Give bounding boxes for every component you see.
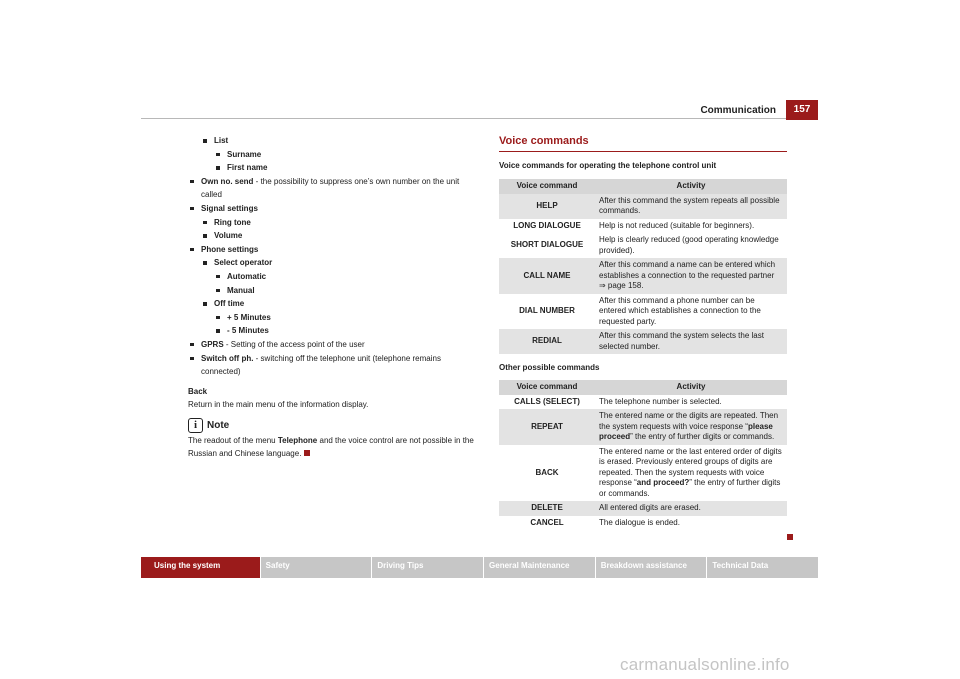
list-item: Signal settings: [188, 202, 480, 216]
nav-tab-driving-tips[interactable]: Driving Tips: [372, 557, 483, 578]
list-item: Phone settings: [188, 243, 480, 257]
note-text: [188, 434, 480, 461]
activity-cell: [595, 445, 787, 502]
command-cell: CALL NAME: [499, 258, 595, 294]
list-item: List: [201, 134, 480, 148]
info-icon: i: [188, 418, 203, 433]
activity-cell: [595, 409, 787, 445]
command-cell: REDIAL: [499, 329, 595, 354]
nav-tab-breakdown-assistance[interactable]: Breakdown assistance: [596, 557, 707, 578]
list-item: - 5 Minutes: [214, 324, 480, 338]
table-row: [499, 258, 787, 294]
back-title: Back: [188, 386, 208, 396]
activity-cell: [595, 258, 787, 294]
page-number: 157: [786, 100, 818, 120]
switch-off-desc: - switching off the telephone unit (telephone remains connected): [201, 353, 441, 377]
other-commands-table: [499, 380, 787, 531]
activity-text: ” the entry of further digits or commands.: [599, 478, 781, 498]
header-rule: [141, 118, 818, 119]
column-header-command: Voice command: [499, 179, 595, 194]
list-item: Off time: [201, 297, 480, 311]
note-title: Note: [207, 420, 230, 432]
command-cell: CALLS (SELECT): [514, 396, 580, 406]
list-item: Surname: [214, 148, 480, 162]
command-cell: HELP: [499, 194, 595, 219]
table-row: [499, 395, 787, 410]
own-no-desc: - the possibility to suppress one’s own number on the unit called: [201, 176, 460, 200]
table-row: [499, 194, 787, 219]
own-no-label: Own no. send: [201, 176, 254, 186]
subheading: Other possible commands: [499, 363, 600, 372]
page-reference: ⇒ page 158.: [599, 281, 644, 290]
command-cell: SHORT DIALOGUE: [510, 240, 584, 250]
command-cell: CANCEL: [530, 517, 564, 527]
list-item-own-no: [188, 175, 480, 202]
activity-cell: The telephone number is selected.: [599, 396, 722, 406]
column-header-activity: Activity: [595, 380, 787, 395]
table-row: [499, 329, 787, 354]
list-item: Ring tone: [201, 216, 480, 230]
table-header-row: [499, 179, 787, 194]
table-row: [499, 409, 787, 445]
activity-cell: The dialogue is ended.: [599, 517, 680, 527]
table-row: [499, 501, 787, 516]
activity-cell: Help is clearly reduced (good operating knowledge provided).: [599, 235, 779, 255]
activity-text: ” the entry of further digits or commands.: [630, 432, 775, 441]
nav-tab-technical-data[interactable]: Technical Data: [707, 557, 818, 578]
activity-cell: All entered digits are erased.: [595, 501, 787, 516]
right-column: [499, 134, 787, 530]
list-item: Select operator: [201, 256, 480, 270]
table-row: [499, 294, 787, 330]
voice-response: and proceed?: [636, 478, 690, 487]
column-header-command: Voice command: [499, 380, 595, 395]
activity-text: The entered name or the last entered order of digits is erased. Previously entered groups of digits are repeated. Then the system requests with voice response “: [599, 446, 782, 487]
section-end-marker: [304, 450, 310, 456]
table-header-row: [499, 380, 787, 395]
activity-cell: After this command the system repeats all possible commands.: [595, 194, 787, 219]
column-header-activity: Activity: [595, 179, 787, 194]
list-item: + 5 Minutes: [214, 311, 480, 325]
left-column: [188, 134, 480, 461]
activity-cell: After this command the system selects the last selected number.: [595, 329, 787, 354]
note-pre: The readout of the menu: [188, 435, 278, 445]
command-cell: BACK: [535, 467, 559, 477]
list-item: Automatic: [214, 270, 480, 284]
activity-text: The entered name or the digits are repeated. Then the system requests with voice response “: [599, 411, 779, 431]
command-cell: LONG DIALOGUE: [513, 220, 581, 230]
voice-response: please proceed: [599, 421, 773, 441]
activity-text: After this command a name can be entered which establishes a connection to the requested partner: [599, 260, 776, 280]
activity-cell: Help is not reduced (suitable for beginners).: [599, 220, 755, 230]
table-row: [499, 233, 787, 258]
section-end-marker: [787, 534, 793, 540]
gprs-label: GPRS: [201, 339, 224, 349]
command-cell: DIAL NUMBER: [519, 306, 575, 315]
chapter-nav: [141, 557, 818, 578]
page-header: [141, 100, 818, 120]
nav-tab-safety[interactable]: Safety: [261, 557, 372, 578]
command-cell: DELETE: [499, 501, 595, 516]
subheading: Voice commands for operating the telephone control unit: [499, 161, 717, 170]
watermark: carmanualsonline.info: [620, 655, 790, 674]
note-heading: [188, 418, 480, 434]
list-item: First name: [214, 161, 480, 175]
note-post: and the voice control are not possible in the Russian and Chinese language.: [188, 435, 474, 459]
switch-off-label: Switch off ph.: [201, 353, 254, 363]
command-cell: REPEAT: [499, 409, 595, 445]
table-row: [499, 445, 787, 502]
list-item: Manual: [214, 284, 480, 298]
list-item: Volume: [201, 229, 480, 243]
table-row: [499, 219, 787, 234]
list-item-gprs: [188, 338, 480, 352]
activity-cell: After this command a phone number can be entered which establishes a connection to the requested party.: [599, 295, 761, 326]
back-desc: Return in the main menu of the information display.: [188, 400, 369, 410]
gprs-desc: - Setting of the access point of the user: [223, 339, 365, 349]
section-title: Voice commands: [499, 134, 787, 152]
voice-commands-table: [499, 179, 787, 355]
list-item-switch-off: [188, 352, 480, 379]
chapter-title: Communication: [700, 105, 776, 116]
note-bold: Telephone: [277, 435, 318, 445]
nav-tab-general-maintenance[interactable]: General Maintenance: [484, 557, 595, 578]
table-row: [499, 516, 787, 531]
nav-tab-using-the-system[interactable]: Using the system: [141, 557, 260, 578]
